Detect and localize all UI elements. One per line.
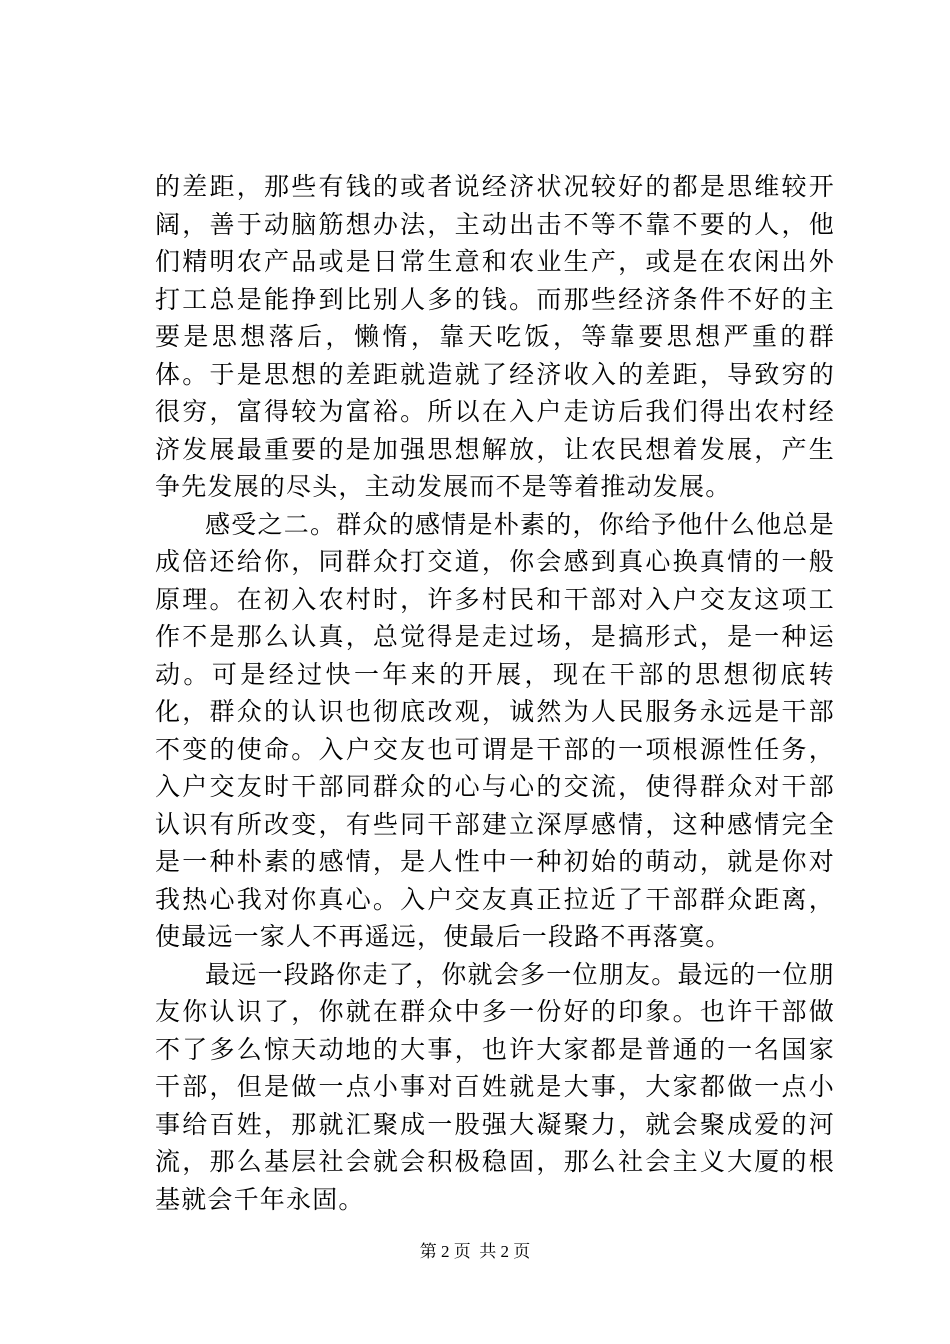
document-body [155,168,835,1218]
paragraph-feeling-two: 感受之二。群众的感情是朴素的，你给予他什么他总是成倍还给你，同群众打交道，你会感到真心换真情的一般原理。在初入农村时，许多村民和干部对入户交友这项工作不是那么认真，总觉得是走过场，是搞形式，是一种运动。可是经过快一年来的开展，现在干部的思想彻底转化，群众的认识也彻底改观，诚然为人民服务永远是干部不变的使命。入户交友也可谓是干部的一项根源性任务，入户交友时干部同群众的心与心的交流，使得群众对干部认识有所改变，有些同干部建立深厚感情，这种感情完全是一种朴素的感情，是人性中一种初始的萌动，就是你对我热心我对你真心。入户交友真正拉近了干部群众距离，使最远一家人不再遥远，使最后一段路不再落寞。 [155,509,835,951]
paragraph-continued: 的差距，那些有钱的或者说经济状况较好的都是思维较开阔，善于动脑筋想办法，主动出击不等不靠不要的人，他们精明农产品或是日常生意和农业生产，或是在农闲出外打工总是能挣到比别人多的钱。而那些经济条件不好的主要是思想落后，懒惰，靠天吃饭，等靠要思想严重的群体。于是思想的差距就造就了经济收入的差距，导致穷的很穷，富得较为富裕。所以在入户走访后我们得出农村经济发展最重要的是加强思想解放，让农民想着发展，产生争先发展的尽头，主动发展而不是等着推动发展。 [155,172,835,501]
page-footer [0,1240,950,1264]
page-number-label: 第 2 页 共 2 页 [419,1242,531,1261]
paragraph-conclusion: 最远一段路你走了，你就会多一位朋友。最远的一位朋友你认识了，你就在群众中多一份好的印象。也许干部做不了多么惊天动地的大事，也许大家都是普通的一名国家干部，但是做一点小事对百姓就是大事，大家都做一点小事给百姓，那就汇聚成一股强大凝聚力，就会聚成爱的河流，那么基层社会就会积极稳固，那么社会主义大厦的根基就会千年永固。 [155,959,835,1214]
